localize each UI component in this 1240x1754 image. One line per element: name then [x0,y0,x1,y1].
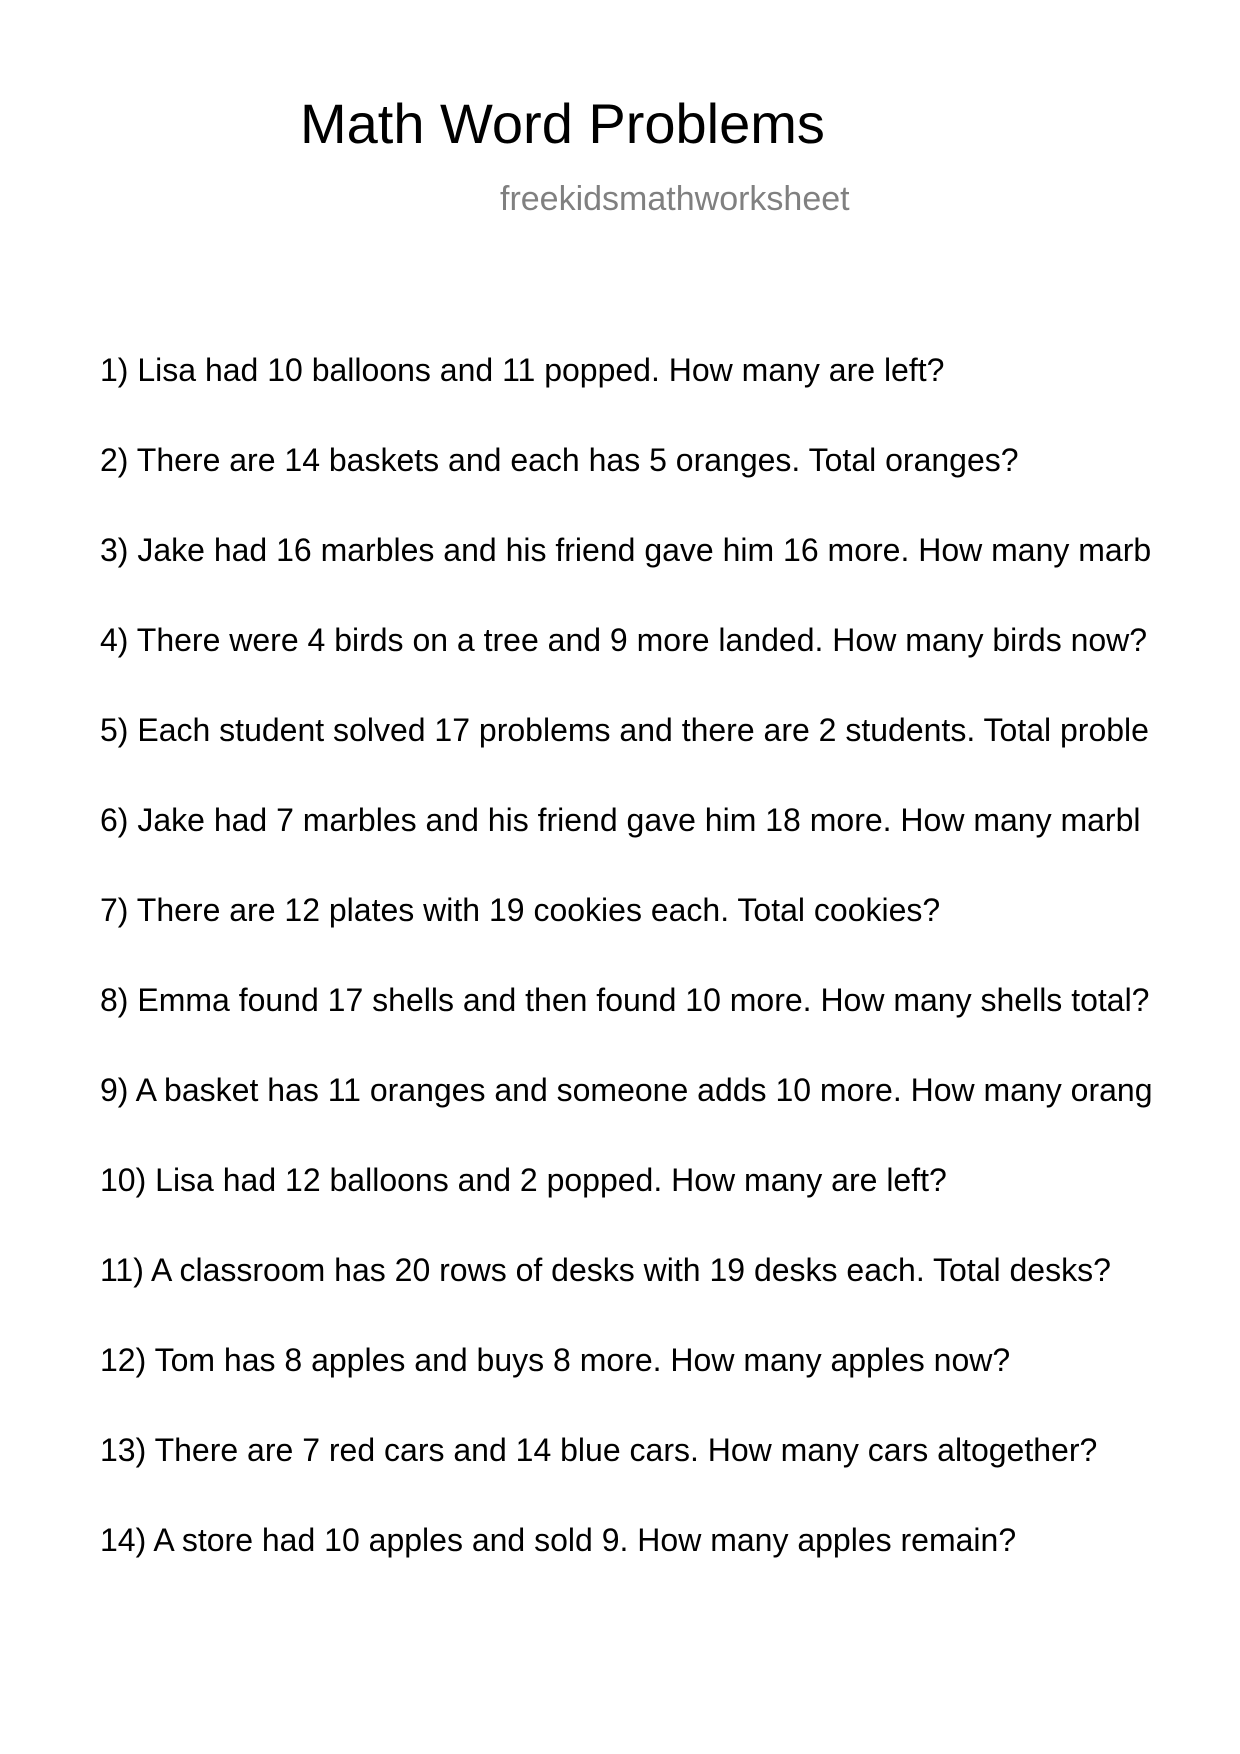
problem-item: 9) A basket has 11 oranges and someone adds 10 more. How many orang [100,1072,1153,1108]
problem-item: 2) There are 14 baskets and each has 5 oranges. Total oranges? [100,442,1019,478]
problem-item: 11) A classroom has 20 rows of desks with 19 desks each. Total desks? [100,1252,1111,1288]
problem-item: 1) Lisa had 10 balloons and 11 popped. How many are left? [100,352,945,388]
problem-item: 14) A store had 10 apples and sold 9. How many apples remain? [100,1522,1017,1558]
page-title: Math Word Problems [300,92,825,155]
site-watermark: freekidsmathworksheet [500,180,850,218]
problem-item: 5) Each student solved 17 problems and there are 2 students. Total proble [100,712,1149,748]
problem-item: 3) Jake had 16 marbles and his friend gave him 16 more. How many marb [100,532,1152,568]
problem-list [100,350,1240,1610]
problem-item: 7) There are 12 plates with 19 cookies each. Total cookies? [100,892,941,928]
problem-item: 4) There were 4 birds on a tree and 9 more landed. How many birds now? [100,622,1148,658]
problem-item: 10) Lisa had 12 balloons and 2 popped. How many are left? [100,1162,947,1198]
problem-item: 8) Emma found 17 shells and then found 10 more. How many shells total? [100,982,1150,1018]
problem-item: 12) Tom has 8 apples and buys 8 more. How many apples now? [100,1342,1011,1378]
problem-item: 13) There are 7 red cars and 14 blue cars. How many cars altogether? [100,1432,1098,1468]
problem-item: 6) Jake had 7 marbles and his friend gave him 18 more. How many marbl [100,802,1141,838]
